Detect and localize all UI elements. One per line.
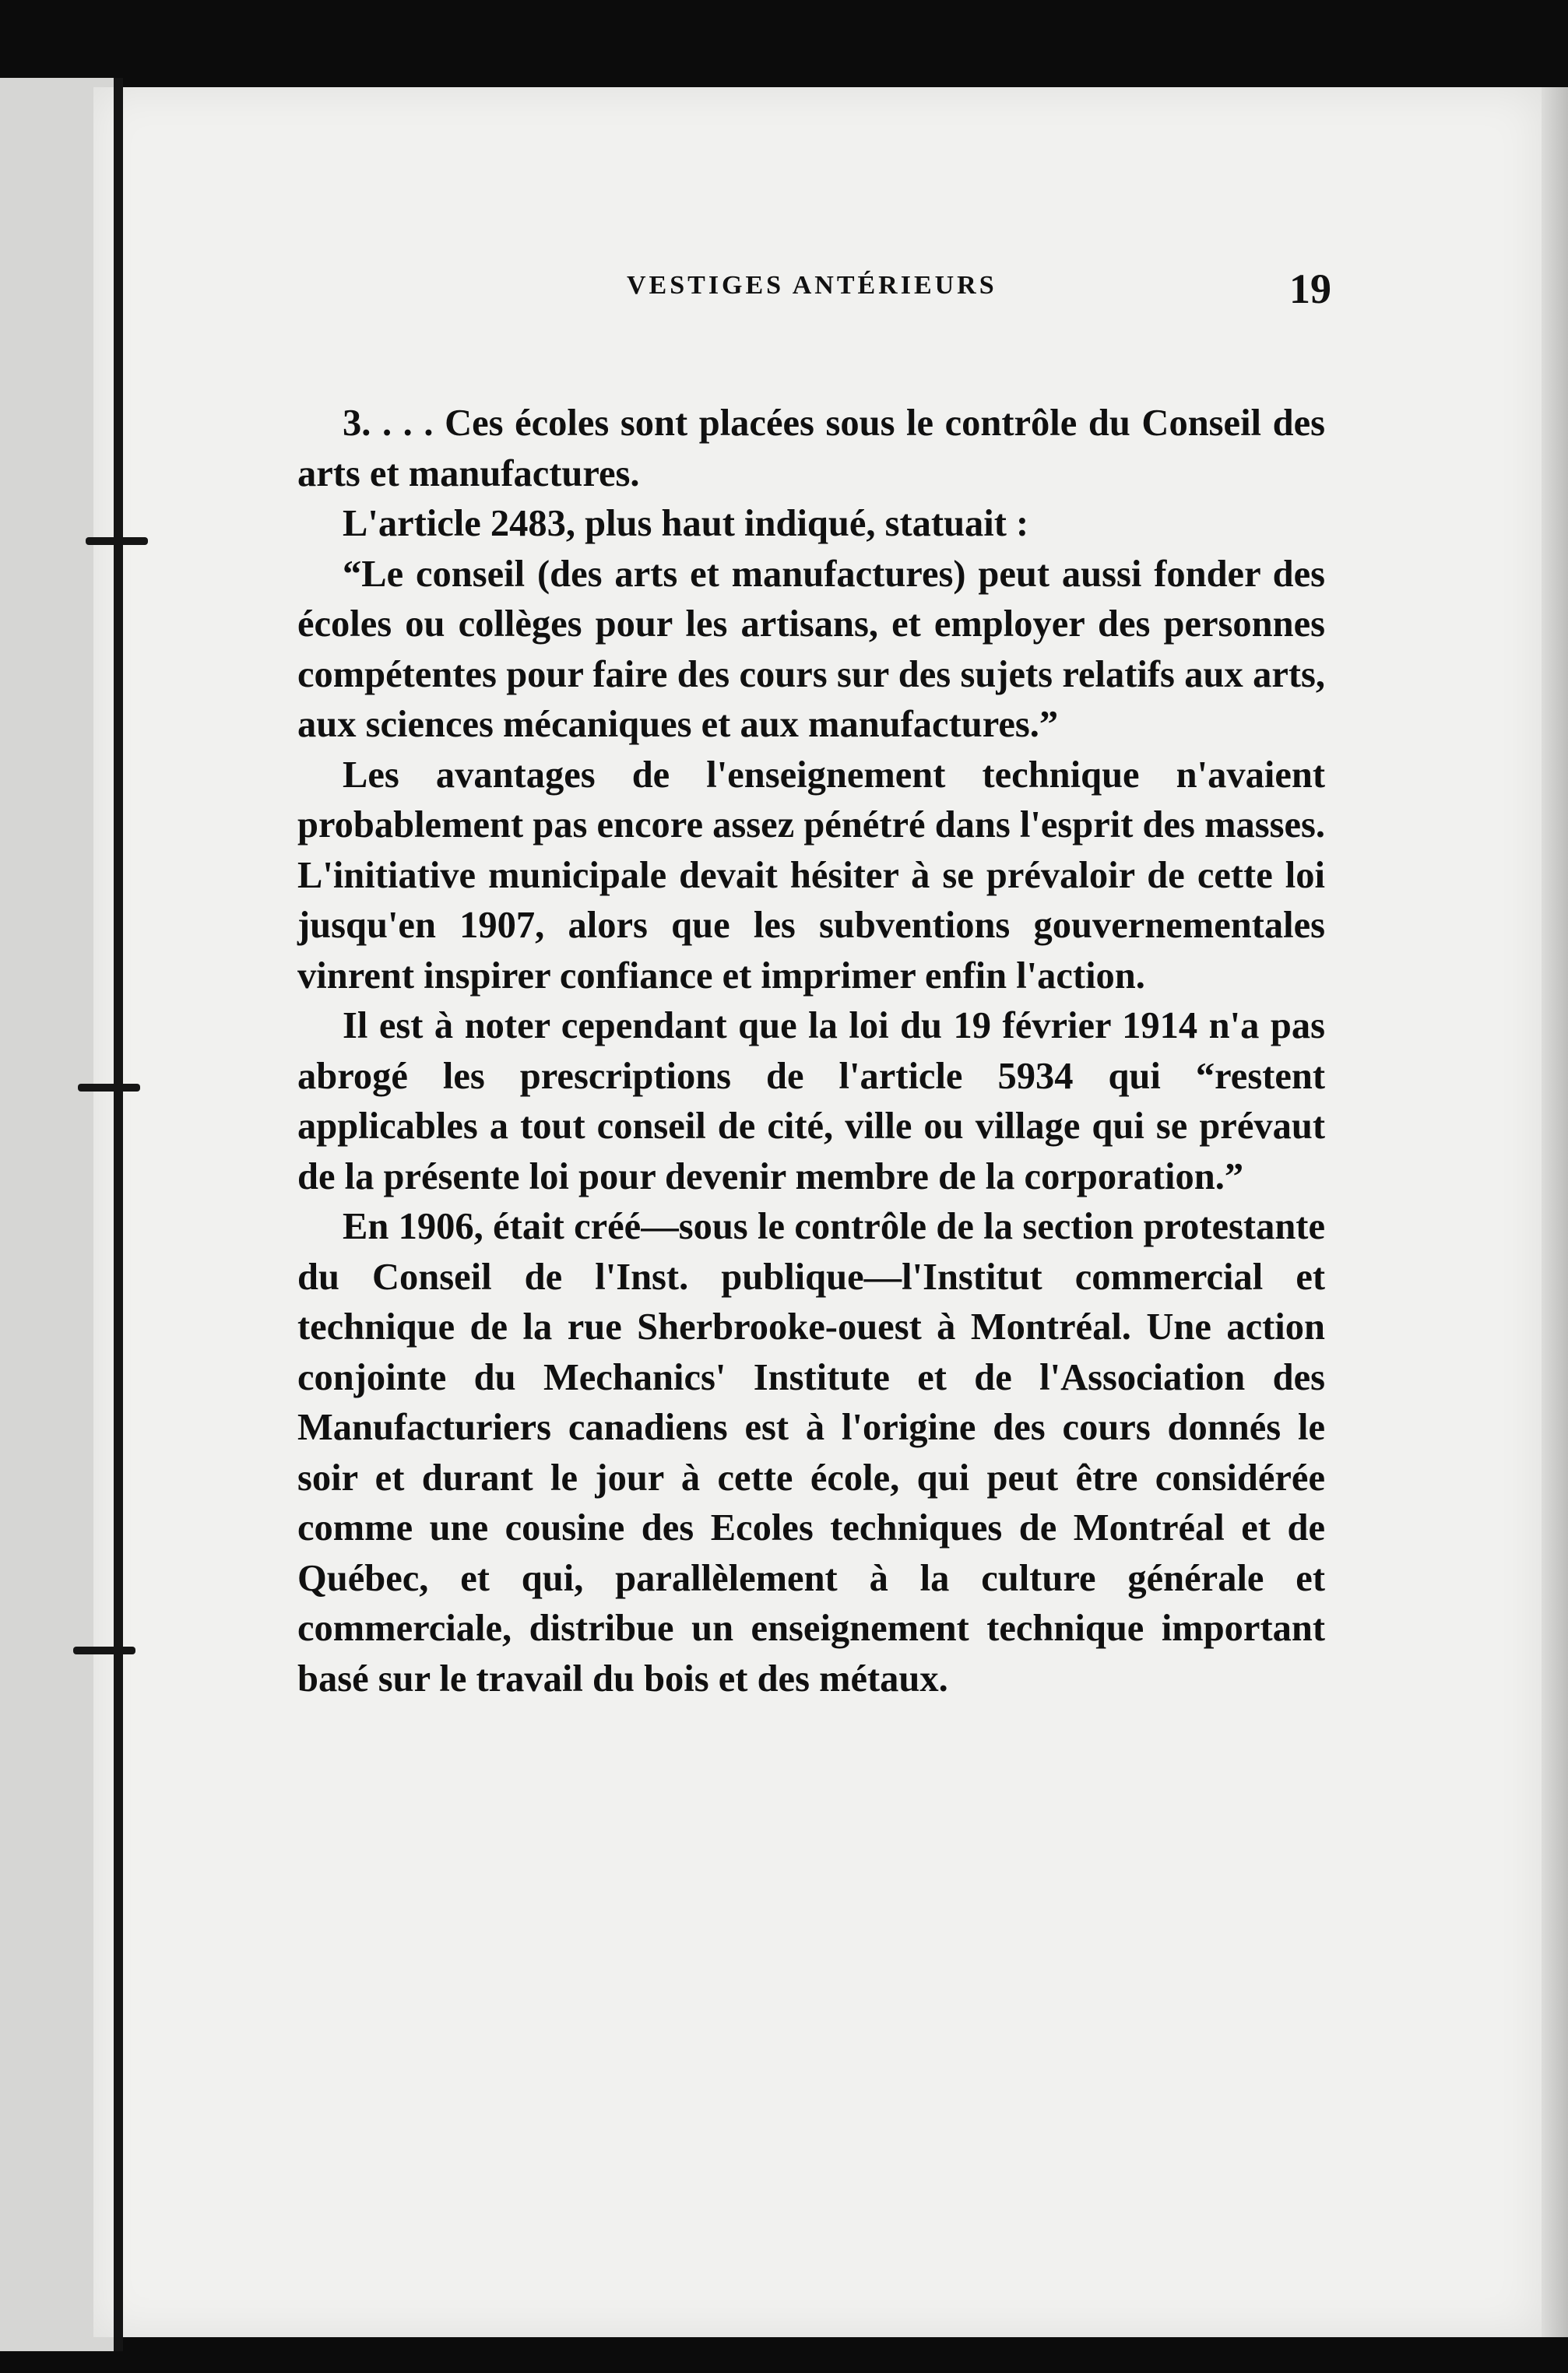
page-edge-shadow bbox=[1542, 87, 1568, 2337]
paragraph: “Le conseil (des arts et manufactures) peut aussi fonder des écoles ou collèges pour les artisans, et employer des personnes compétentes pour faire des cours sur des sujets relatifs aux arts, aux sciences mécaniques et aux manufactures.” bbox=[297, 553, 1325, 745]
running-title: VESTIGES ANTÉRIEURS bbox=[627, 271, 997, 300]
binding-rule bbox=[114, 78, 123, 2351]
binding-mark bbox=[86, 537, 148, 545]
paragraph: L'article 2483, plus haut indiqué, statuait : bbox=[343, 503, 1029, 544]
running-head bbox=[308, 265, 1331, 319]
paragraph: Les avantages de l'enseignement technique n'avaient probablement pas encore assez pénétré dans l'esprit des masses. L'initiative municipale devait hésiter à se prévaloir de cette loi jusqu'en 1907, alors que les subventions gouvernementales vinrent inspirer confiance et imprimer enfin l'action. bbox=[297, 754, 1325, 997]
page-number: 19 bbox=[1289, 265, 1331, 312]
paragraph: En 1906, était créé—sous le contrôle de la section protestante du Conseil de l'Inst. publique—l'Institut commercial et technique de la rue Sherbrooke-ouest à Montréal. Une action conjointe du Mechanics' Institute et de l'Association des Manufacturiers canadiens est à l'origine des cours donnés le soir et durant le jour à cette école, qui peut être considérée comme une cousine des Ecoles techniques de Montréal et de Québec, et qui, parallèlement à la culture générale et commerciale, distribue un enseignement technique important basé sur le travail du bois et des métaux. bbox=[297, 1206, 1325, 1700]
binding-mark bbox=[73, 1647, 135, 1654]
body-text bbox=[297, 399, 1325, 1704]
binding-mark bbox=[78, 1084, 140, 1092]
paragraph: Il est à noter cependant que la loi du 19 février 1914 n'a pas abrogé les prescriptions de l'article 5934 qui “restent applicables a tout conseil de cité, ville ou village qui se prévaut de la présente loi pour devenir membre de la corporation.” bbox=[297, 1005, 1325, 1197]
paragraph: 3. . . . Ces écoles sont placées sous le contrôle du Conseil des arts et manufactures. bbox=[297, 403, 1325, 494]
